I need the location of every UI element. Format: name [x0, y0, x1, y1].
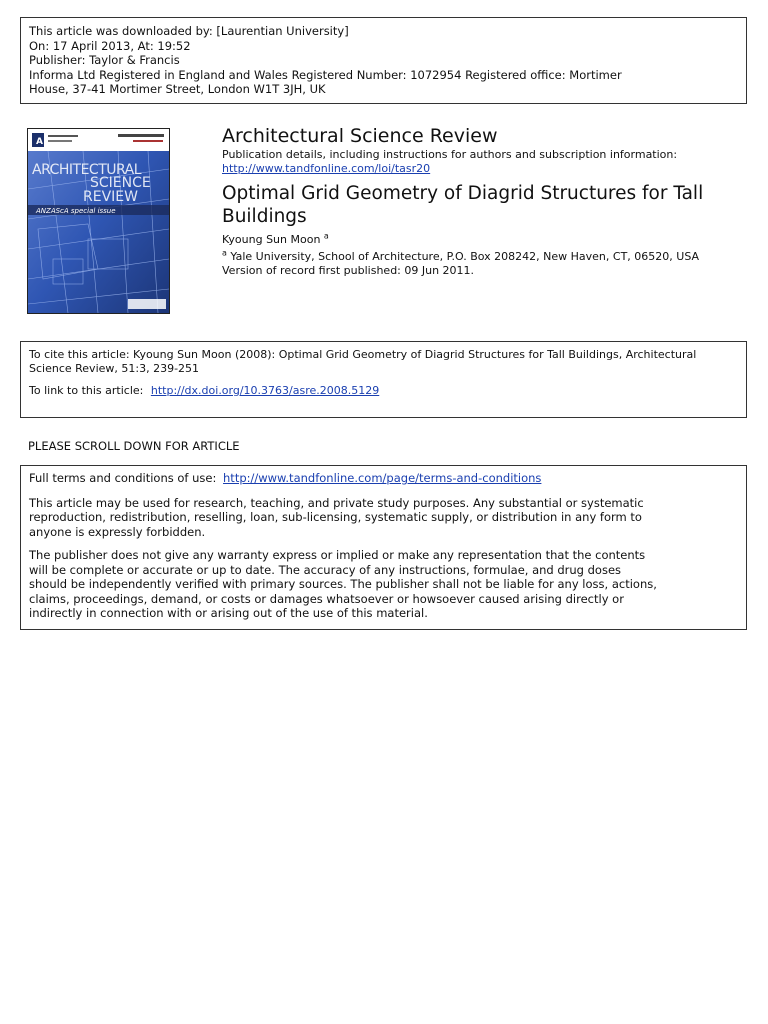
terms-link[interactable]: http://www.tandfonline.com/page/terms-and-conditions	[223, 471, 542, 485]
author-superscript: a	[323, 231, 329, 241]
affiliation-superscript: a	[222, 248, 227, 258]
terms-box	[20, 465, 747, 630]
downloaded-by: This article was downloaded by: [Laurentian University]	[29, 24, 349, 38]
citation-line-2: Science Review, 51:3, 239-251	[29, 362, 200, 375]
warranty-line: will be complete or accurate or up to date. The accuracy of any instructions, formulae, and drug doses	[29, 562, 622, 577]
warranty-line: indirectly in connection with or arising out of the use of this material.	[29, 606, 428, 620]
affiliation-line	[222, 250, 742, 264]
journal-link[interactable]: http://www.tandfonline.com/loi/tasr20	[222, 162, 431, 175]
download-date: On: 17 April 2013, At: 19:52	[29, 38, 191, 53]
cover-artwork	[28, 129, 169, 313]
journal-title: Architectural Science Review	[222, 125, 498, 147]
svg-text:A: A	[36, 137, 43, 147]
warranty-line: The publisher does not give any warranty express or implied or make any representation that the contents	[29, 548, 646, 562]
registered-office-line-1: Informa Ltd Registered in England and Wales Registered Number: 1072954 Registered office: Mortimer	[29, 67, 622, 82]
article-link-label: To link to this article:	[29, 384, 144, 397]
scroll-notice: PLEASE SCROLL DOWN FOR ARTICLE	[28, 439, 240, 453]
usage-line: This article may be used for research, teaching, and private study purposes. Any substantial or systematic	[29, 495, 644, 510]
publisher: Publisher: Taylor & Francis	[29, 53, 180, 67]
download-info-box	[20, 17, 747, 104]
cover-title-review: REVIEW	[83, 189, 138, 205]
journal-cover-image	[27, 128, 170, 314]
usage-paragraph	[29, 496, 738, 540]
terms-line	[29, 471, 738, 486]
citation-line-1: To cite this article: Kyoung Sun Moon (2008): Optimal Grid Geometry of Diagrid Structures for Tall Buildings, Architectural	[29, 348, 697, 361]
registered-office-line-2: House, 37-41 Mortimer Street, London W1T 3JH, UK	[29, 82, 326, 96]
warranty-line: claims, proceedings, demand, or costs or damages whatsoever or howsoever caused arising directly or	[29, 591, 624, 606]
version-of-record: Version of record first published: 09 Jun 2011.	[222, 264, 475, 277]
author-name: Kyoung Sun Moon	[222, 233, 321, 246]
citation-box	[20, 341, 747, 418]
usage-line: reproduction, redistribution, reselling, loan, sub-licensing, systematic supply, or distribution in any form to	[29, 510, 642, 524]
warranty-line: should be independently verified with primary sources. The publisher shall not be liable for any loss, actions,	[29, 577, 657, 591]
terms-label: Full terms and conditions of use:	[29, 471, 217, 485]
usage-line: anyone is expressly forbidden.	[29, 524, 206, 539]
affiliation: Yale University, School of Architecture, P.O. Box 208242, New Haven, CT, 06520, USA	[230, 250, 700, 263]
article-title: Optimal Grid Geometry of Diagrid Structures for Tall Buildings	[222, 183, 704, 227]
article-doi-link[interactable]: http://dx.doi.org/10.3763/asre.2008.5129	[150, 384, 380, 397]
author-line	[222, 233, 742, 247]
article-link-line	[29, 384, 738, 398]
article-metadata	[222, 124, 742, 278]
cover-band-text: ANZAScA special issue	[36, 207, 116, 215]
cover-title-science: SCIENCE	[90, 175, 151, 191]
cover-title-architectural: ARCHITECTURAL	[32, 162, 142, 178]
warranty-paragraph	[29, 548, 738, 621]
publication-details: Publication details, including instructions for authors and subscription information:	[222, 148, 678, 161]
